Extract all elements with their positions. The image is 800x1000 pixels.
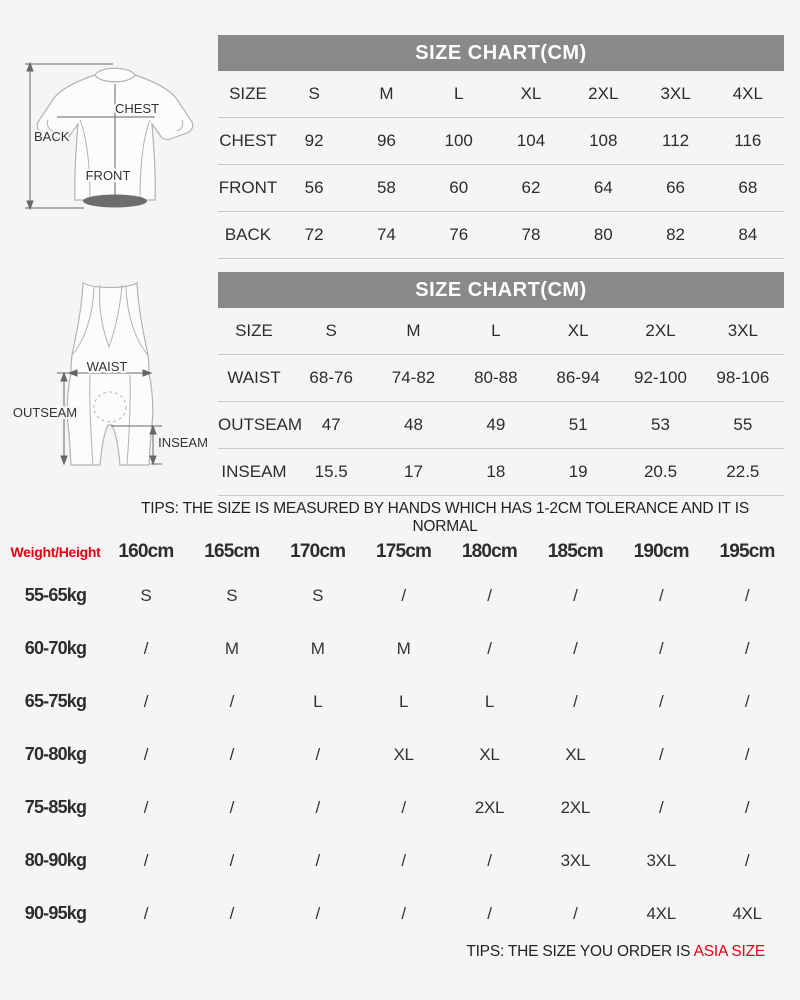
table-cell: /: [143, 638, 149, 658]
table-cell: 112: [662, 131, 690, 150]
table-cell: XL: [393, 744, 414, 764]
table-cell: 47: [321, 415, 341, 434]
table-cell: /: [143, 691, 149, 711]
table-cell: 15.5: [314, 462, 348, 481]
table-cell: 68: [738, 178, 758, 197]
col-header: XL: [520, 84, 542, 103]
table-cell: /: [401, 850, 406, 870]
height-col-header: 195cm: [719, 541, 775, 562]
table-cell: /: [401, 585, 406, 605]
table-cell: S: [140, 585, 152, 605]
table-cell: 58: [376, 178, 396, 197]
table-cell: /: [229, 797, 235, 817]
col-header: 2XL: [645, 321, 676, 340]
col-header: S: [325, 321, 337, 340]
height-col-header: 170cm: [290, 541, 346, 562]
table-cell: /: [744, 691, 750, 711]
row-label: OUTSEAM: [218, 415, 303, 434]
table-cell: 98-106: [716, 368, 770, 387]
asia-size-note-prefix: TIPS: THE SIZE YOU ORDER IS: [466, 943, 694, 960]
table-row-inseam: [218, 449, 784, 496]
row-label: BACK: [224, 225, 272, 244]
table-cell: /: [315, 797, 320, 817]
table-cell: /: [229, 903, 235, 923]
table-cell: 62: [521, 178, 541, 197]
table-cell: /: [143, 744, 149, 764]
table-cell: S: [312, 585, 324, 605]
table-cell: 56: [304, 178, 324, 197]
table-cell: 66: [666, 178, 686, 197]
table-row-75-85kg: [8, 781, 790, 834]
table-cell: /: [658, 585, 664, 605]
table-cell: 100: [444, 131, 473, 150]
table-cell: 22.5: [726, 462, 760, 481]
table-cell: 55: [733, 415, 753, 434]
table-cell: 17: [404, 462, 423, 481]
table-cell: 49: [486, 415, 506, 434]
row-label: INSEAM: [221, 462, 287, 481]
table-cell: L: [484, 691, 495, 711]
jersey-diagram: [8, 28, 213, 243]
table-cell: /: [658, 797, 664, 817]
table-cell: 51: [568, 415, 588, 434]
bib-size-header-row: [218, 308, 784, 355]
table-cell: /: [315, 744, 320, 764]
table-cell: /: [744, 797, 750, 817]
table-cell: 74-82: [391, 368, 436, 387]
asia-size-highlight: ASIA SIZE: [693, 943, 765, 960]
table-cell: 18: [486, 462, 506, 481]
table-cell: 19: [568, 462, 588, 481]
table-cell: 74: [376, 225, 396, 244]
table-cell: 78: [521, 225, 541, 244]
height-col-header: 185cm: [547, 541, 603, 562]
table-cell: 2XL: [474, 797, 505, 817]
table-cell: 96: [376, 131, 396, 150]
table-cell: /: [744, 850, 750, 870]
row-label: WAIST: [227, 368, 281, 387]
jersey-chest-label: CHEST: [114, 101, 160, 116]
table-row-65-75kg: [8, 675, 790, 728]
table-cell: 4XL: [646, 903, 676, 923]
weight-row-label: 70-80kg: [24, 744, 87, 764]
measurement-tolerance-note: TIPS: THE SIZE IS MEASURED BY HANDS WHICH HAS 1-2CM TOLERANCE AND IT IS NORMAL: [141, 500, 749, 535]
table-cell: 108: [589, 131, 618, 150]
jersey-front-label: FRONT: [85, 168, 131, 183]
jersey-back-label: BACK: [34, 129, 70, 144]
col-header: SIZE: [229, 84, 267, 103]
table-cell: M: [224, 638, 239, 658]
height-col-header: 180cm: [461, 541, 518, 562]
height-col-header: 190cm: [633, 541, 689, 562]
table-cell: /: [143, 903, 149, 923]
weight-row-label: 65-75kg: [24, 691, 87, 711]
asia-size-note: [466, 943, 765, 961]
table-cell: 20.5: [643, 462, 678, 481]
table-cell: /: [744, 744, 750, 764]
table-cell: 2XL: [560, 797, 590, 817]
col-header: M: [379, 84, 394, 103]
table-cell: /: [487, 850, 492, 870]
table-cell: /: [143, 797, 149, 817]
table-cell: 104: [516, 131, 546, 150]
table-cell: 76: [449, 225, 469, 244]
table-cell: 80: [593, 225, 613, 244]
table-cell: /: [658, 744, 664, 764]
weight-row-label: 80-90kg: [24, 850, 87, 870]
table-cell: 4XL: [732, 903, 762, 923]
table-cell: /: [315, 903, 320, 923]
col-header: L: [491, 321, 501, 340]
weight-row-label: 75-85kg: [24, 797, 87, 817]
table-row-back: [218, 212, 784, 259]
table-row-outseam: [218, 402, 784, 449]
bib-waist-label: WAIST: [86, 359, 128, 374]
table-cell: /: [487, 585, 492, 605]
table-cell: /: [573, 638, 578, 658]
col-header: 3XL: [660, 84, 691, 103]
row-label: CHEST: [219, 131, 277, 150]
table-cell: S: [226, 585, 238, 605]
table-cell: 53: [651, 415, 670, 434]
bib-outline: [67, 283, 152, 465]
col-header: M: [406, 321, 421, 340]
table-row-waist: [218, 355, 784, 402]
table-cell: 84: [738, 225, 758, 244]
table-cell: /: [573, 903, 578, 923]
weight-height-header-row: [8, 535, 790, 569]
table-cell: 3XL: [646, 850, 676, 870]
weight-row-label: 55-65kg: [24, 585, 87, 605]
table-row-80-90kg: [8, 834, 790, 887]
table-cell: 116: [734, 131, 762, 150]
table-cell: L: [313, 691, 323, 711]
jersey-size-table-title: SIZE CHART(CM): [218, 35, 784, 71]
height-col-header: 160cm: [118, 541, 174, 562]
table-cell: /: [573, 585, 578, 605]
table-cell: M: [396, 638, 411, 658]
table-cell: /: [229, 850, 235, 870]
table-cell: /: [401, 797, 406, 817]
table-cell: 82: [666, 225, 686, 244]
table-cell: /: [143, 850, 149, 870]
weight-row-label: 90-95kg: [24, 903, 87, 923]
table-cell: 64: [593, 178, 613, 197]
bib-shorts-diagram: [5, 275, 215, 490]
table-cell: 60: [449, 178, 469, 197]
table-cell: 72: [304, 225, 324, 244]
table-cell: L: [398, 691, 409, 711]
table-cell: /: [744, 638, 750, 658]
table-cell: 92: [304, 131, 324, 150]
bib-size-table: [218, 272, 784, 496]
table-cell: /: [315, 850, 320, 870]
table-cell: 48: [404, 415, 423, 434]
jersey-size-table: [218, 35, 784, 259]
table-cell: XL: [565, 744, 586, 764]
bib-size-table-title: SIZE CHART(CM): [218, 272, 784, 308]
table-cell: /: [573, 691, 578, 711]
height-col-header: 165cm: [204, 541, 260, 562]
table-cell: /: [744, 585, 750, 605]
table-cell: /: [401, 903, 406, 923]
table-row-90-95kg: [8, 887, 790, 940]
table-cell: 3XL: [560, 850, 590, 870]
weight-row-label: 60-70kg: [24, 638, 87, 658]
col-header: SIZE: [235, 321, 273, 340]
table-cell: XL: [479, 744, 500, 764]
table-row-chest: [218, 118, 784, 165]
col-header: S: [308, 84, 320, 103]
table-cell: /: [658, 691, 664, 711]
table-cell: M: [310, 638, 325, 658]
weight-height-table: [8, 535, 790, 940]
row-label: FRONT: [218, 178, 278, 197]
table-cell: 80-88: [474, 368, 518, 387]
col-header: 3XL: [727, 321, 758, 340]
table-cell: /: [229, 691, 235, 711]
table-cell: /: [487, 638, 492, 658]
col-header: L: [453, 84, 464, 103]
weight-height-corner-label: Weight/Height: [10, 544, 101, 560]
height-col-header: 175cm: [375, 541, 432, 562]
col-header: 2XL: [588, 84, 619, 103]
col-header: 4XL: [732, 84, 763, 103]
table-cell: /: [487, 903, 492, 923]
jersey-size-header-row: [218, 71, 784, 118]
table-cell: 92-100: [634, 368, 687, 387]
table-row-70-80kg: [8, 728, 790, 781]
table-cell: /: [229, 744, 235, 764]
table-cell: /: [658, 638, 664, 658]
table-cell: 68-76: [309, 368, 353, 387]
table-row-55-65kg: [8, 569, 790, 622]
table-cell: 86-94: [556, 368, 600, 387]
table-row-front: [218, 165, 784, 212]
bib-outseam-label: OUTSEAM: [12, 405, 78, 420]
bib-inseam-label: INSEAM: [158, 435, 208, 450]
col-header: XL: [567, 321, 589, 340]
table-row-60-70kg: [8, 622, 790, 675]
